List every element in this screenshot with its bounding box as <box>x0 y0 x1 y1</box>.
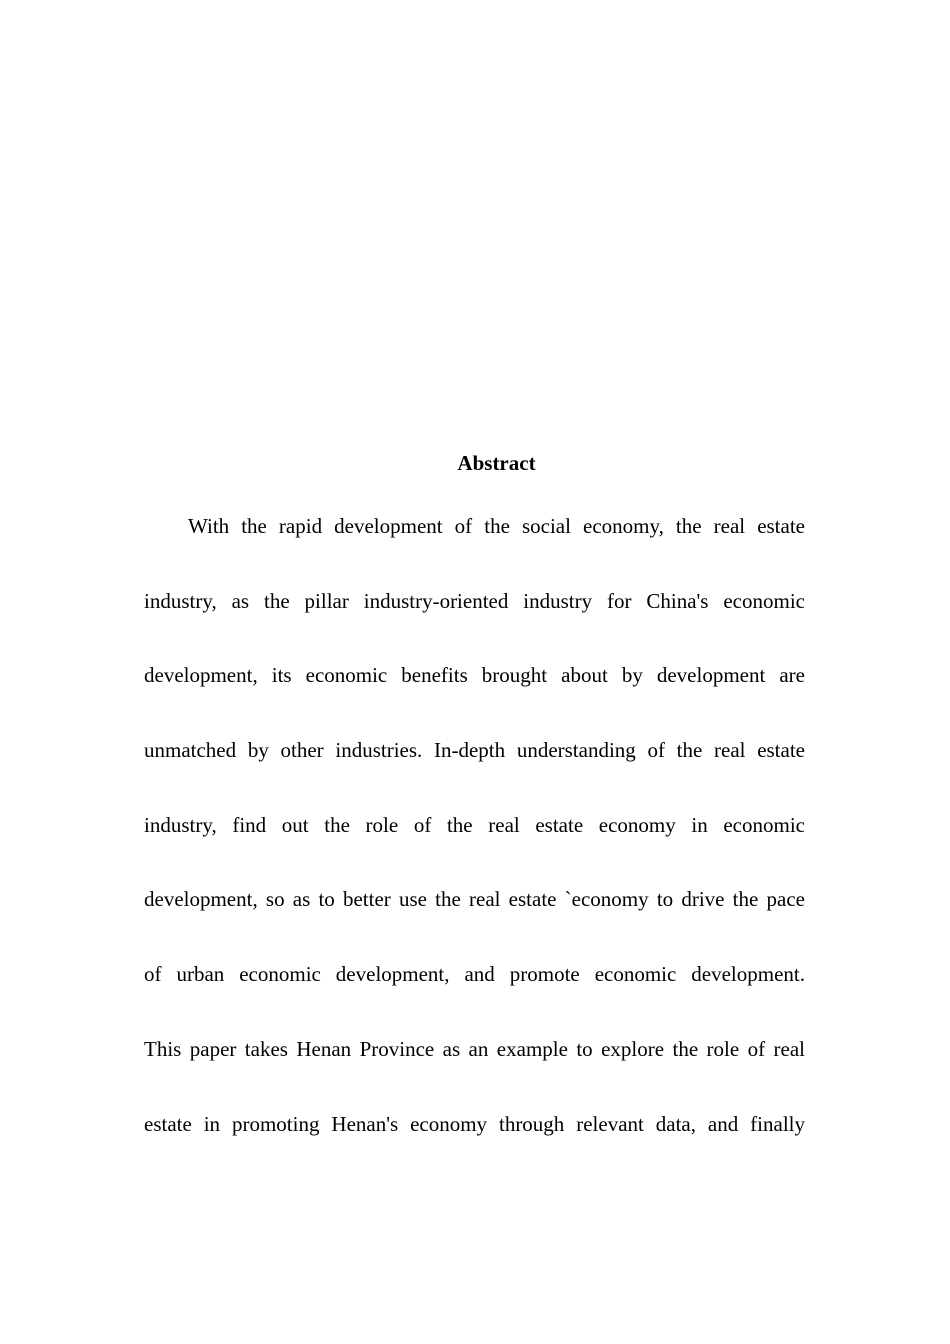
abstract-body <box>144 513 805 1185</box>
abstract-line: unmatched by other industries. In-depth understanding of the real estate <box>144 738 805 763</box>
abstract-line: development, its economic benefits brought about by development are <box>144 663 805 688</box>
abstract-line: development, so as to better use the real estate `economy to drive the pace <box>144 887 805 912</box>
abstract-line: With the rapid development of the social economy, the real estate <box>188 514 805 538</box>
abstract-line: estate in promoting Henan's economy through relevant data, and finally <box>144 1111 805 1136</box>
abstract-line: industry, find out the role of the real estate economy in economic <box>144 812 805 837</box>
abstract-line: This paper takes Henan Province as an example to explore the role of real <box>144 1036 805 1061</box>
abstract-heading: Abstract <box>457 451 536 475</box>
abstract-line: of urban economic development, and promote economic development. <box>144 962 805 987</box>
abstract-line: industry, as the pillar industry-oriented industry for China's economic <box>144 588 805 613</box>
